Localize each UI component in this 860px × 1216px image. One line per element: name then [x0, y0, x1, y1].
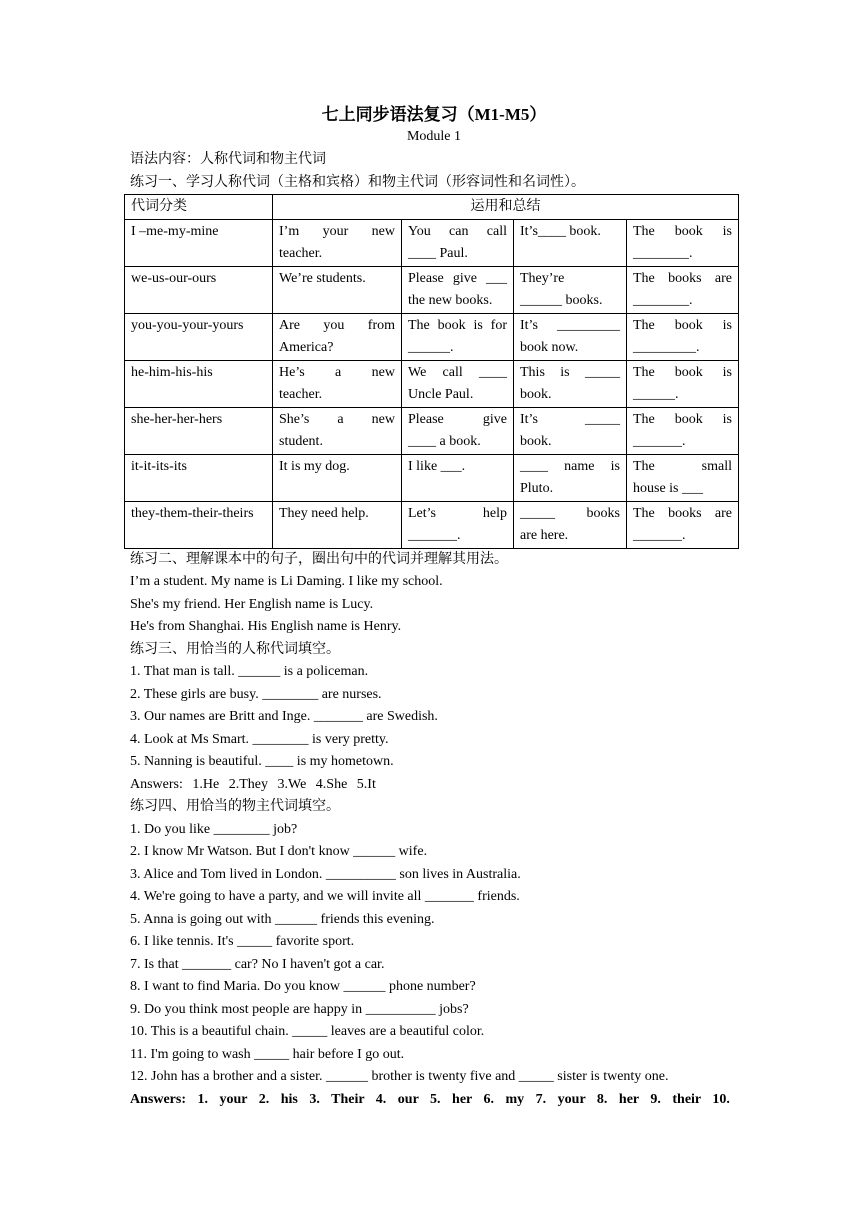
- usage-example-cell: [514, 219, 627, 266]
- question-line: 3. Our names are Britt and Inge. _______ are Swedish.: [130, 709, 438, 724]
- exercise-2-heading: 练习二、理解课本中的句子，圈出句中的代词并理解其用法。: [130, 551, 508, 567]
- example-line-1: I like ___.: [408, 458, 466, 474]
- example-line-2: ____ Paul.: [408, 246, 468, 261]
- sentence-line: He's from Shanghai. His English name is Henry.: [130, 619, 402, 634]
- example-line-1: The book is: [633, 223, 732, 239]
- table-header-row: [125, 195, 739, 220]
- header-pronoun-category: 代词分类: [125, 195, 273, 220]
- question-line: 5. Nanning is beautiful. ____ is my hometown.: [130, 754, 394, 769]
- pronoun-set-cell: you-you-your-yours: [125, 313, 273, 360]
- question-line: 1. That man is tall. ______ is a policeman.: [130, 664, 369, 679]
- usage-example-cell: [273, 407, 402, 454]
- example-line-1: It’s _____: [520, 411, 620, 427]
- example-line-1: We’re students.: [279, 270, 366, 286]
- example-line-1: I’m your new: [279, 223, 395, 239]
- example-line-2: ______ books.: [520, 293, 603, 308]
- usage-example-cell: [514, 501, 627, 548]
- table-row: [125, 266, 739, 313]
- example-line-1: They’re: [520, 270, 565, 286]
- question-line: 8. I want to find Maria. Do you know ______ phone number?: [130, 979, 476, 994]
- question-line: 12. John has a brother and a sister. ______ brother is twenty five and _____ sister is twenty one.: [130, 1069, 669, 1084]
- question-line: 3. Alice and Tom lived in London. __________ son lives in Australia.: [130, 866, 521, 882]
- question-line: 4. Look at Ms Smart. ________ is very pretty.: [130, 731, 389, 747]
- table-row: [125, 313, 739, 360]
- usage-example-cell: [514, 454, 627, 501]
- example-line-1: He’s a new: [279, 364, 395, 380]
- example-line-2: ________.: [633, 293, 693, 308]
- exercise-1-heading: 练习一、学习人称代词（主格和宾格）和物主代词（形容词性和名词性）。: [130, 174, 585, 190]
- question-line: 11. I'm going to wash _____ hair before I go out.: [130, 1046, 405, 1062]
- sentence-line: She's my friend. Her English name is Lucy.: [130, 596, 374, 612]
- question-line: 4. We're going to have a party, and we will invite all _______ friends.: [130, 889, 520, 904]
- example-line-1: Are you from: [279, 317, 395, 333]
- example-line-1: The books are: [633, 270, 732, 286]
- usage-example-cell: [273, 360, 402, 407]
- usage-example-cell: [402, 219, 514, 266]
- usage-example-cell: [402, 454, 514, 501]
- example-line-1: It’s____ book.: [520, 223, 601, 239]
- pronoun-set-cell: she-her-her-hers: [125, 407, 273, 454]
- usage-example-cell: [627, 313, 739, 360]
- usage-example-cell: [627, 407, 739, 454]
- table-row: [125, 360, 739, 407]
- example-line-2: _______.: [408, 528, 461, 543]
- header-usage-summary: 运用和总结: [273, 195, 739, 220]
- usage-example-cell: [273, 501, 402, 548]
- example-line-1: The small: [633, 458, 732, 474]
- example-line-2: the new books.: [408, 293, 493, 308]
- exercise-2-sentences: [124, 571, 744, 639]
- usage-example-cell: [273, 219, 402, 266]
- example-line-1: ____ name is: [520, 458, 620, 474]
- exercise-4-heading: 练习四、用恰当的物主代词填空。: [130, 799, 340, 814]
- usage-example-cell: [514, 266, 627, 313]
- example-line-2: _______.: [633, 528, 686, 543]
- table-row: [125, 219, 739, 266]
- usage-example-cell: [514, 313, 627, 360]
- usage-example-cell: [402, 407, 514, 454]
- pronoun-set-cell: they-them-their-theirs: [125, 501, 273, 548]
- example-line-1: Let’s help: [408, 505, 507, 521]
- example-line-2: book.: [520, 434, 552, 449]
- example-line-1: The books are: [633, 505, 732, 521]
- table-row: [125, 501, 739, 548]
- exercise-4-answers: Answers: 1. your 2. his 3. Their 4. our 5. her 6. my 7. your 8. her 9. their 10.: [130, 1091, 730, 1107]
- example-line-2: _______.: [633, 434, 686, 449]
- usage-example-cell: [627, 501, 739, 548]
- example-line-2: ________.: [633, 246, 693, 261]
- pronoun-table: [124, 194, 739, 549]
- pronoun-set-cell: it-it-its-its: [125, 454, 273, 501]
- example-line-1: We call ____: [408, 364, 507, 380]
- example-line-1: The book is: [633, 364, 732, 380]
- example-line-2: Pluto.: [520, 481, 554, 496]
- sentence-line: I’m a student. My name is Li Daming. I like my school.: [130, 574, 443, 589]
- usage-example-cell: [273, 454, 402, 501]
- grammar-content-line: 语法内容：人称代词和物主代词: [130, 152, 326, 167]
- usage-example-cell: [273, 313, 402, 360]
- example-line-1: Please give: [408, 411, 507, 427]
- usage-example-cell: [273, 266, 402, 313]
- question-line: 6. I like tennis. It's _____ favorite sport.: [130, 934, 355, 949]
- example-line-1: It is my dog.: [279, 458, 350, 474]
- usage-example-cell: [402, 501, 514, 548]
- pronoun-set-cell: I –me-my-mine: [125, 219, 273, 266]
- example-line-1: _____ books: [520, 505, 620, 521]
- example-line-2: student.: [279, 434, 323, 449]
- example-line-2: house is ___: [633, 481, 703, 496]
- exercise-3-heading: 练习三、用恰当的人称代词填空。: [130, 641, 340, 657]
- table-row: [125, 454, 739, 501]
- question-line: 2. These girls are busy. ________ are nurses.: [130, 686, 382, 702]
- example-line-2: teacher.: [279, 387, 323, 402]
- document-page: [124, 104, 744, 1111]
- usage-example-cell: [627, 454, 739, 501]
- example-line-2: _________.: [633, 340, 700, 355]
- usage-example-cell: [514, 407, 627, 454]
- example-line-1: Please give ___: [408, 270, 507, 286]
- example-line-2: book.: [520, 387, 552, 402]
- example-line-2: are here.: [520, 528, 569, 543]
- example-line-2: America?: [279, 340, 334, 355]
- module-subtitle: Module 1: [406, 129, 462, 144]
- question-line: 2. I know Mr Watson. But I don't know ______ wife.: [130, 844, 428, 859]
- question-line: 5. Anna is going out with ______ friends this evening.: [130, 911, 435, 927]
- example-line-1: She’s a new: [279, 411, 395, 427]
- example-line-1: You can call: [408, 223, 507, 239]
- example-line-1: They need help.: [279, 505, 369, 521]
- question-line: 9. Do you think most people are happy in __________ jobs?: [130, 1001, 469, 1017]
- usage-example-cell: [627, 360, 739, 407]
- example-line-2: ______.: [633, 387, 679, 402]
- example-line-1: It’s _________: [520, 317, 620, 333]
- example-line-2: teacher.: [279, 246, 323, 261]
- pronoun-set-cell: he-him-his-his: [125, 360, 273, 407]
- usage-example-cell: [627, 266, 739, 313]
- example-line-1: The book is for: [408, 317, 507, 333]
- example-line-2: book now.: [520, 340, 579, 355]
- usage-example-cell: [402, 266, 514, 313]
- question-line: 10. This is a beautiful chain. _____ leaves are a beautiful color.: [130, 1024, 485, 1039]
- example-line-1: The book is: [633, 317, 732, 333]
- question-line: 7. Is that _______ car? No I haven't got a car.: [130, 956, 385, 972]
- example-line-2: Uncle Paul.: [408, 387, 474, 402]
- example-line-1: This is _____: [520, 364, 620, 380]
- example-line-2: ____ a book.: [408, 434, 481, 449]
- example-line-1: The book is: [633, 411, 732, 427]
- exercise-3-questions: [124, 661, 744, 774]
- usage-example-cell: [514, 360, 627, 407]
- page-title: 七上同步语法复习（M1-M5）: [321, 105, 547, 124]
- example-line-2: ______.: [408, 340, 454, 355]
- pronoun-set-cell: we-us-our-ours: [125, 266, 273, 313]
- usage-example-cell: [402, 313, 514, 360]
- question-line: 1. Do you like ________ job?: [130, 821, 298, 837]
- usage-example-cell: [402, 360, 514, 407]
- table-row: [125, 407, 739, 454]
- usage-example-cell: [627, 219, 739, 266]
- exercise-4-questions: [124, 819, 744, 1089]
- exercise-3-answers: Answers: 1.He 2.They 3.We 4.She 5.It: [130, 776, 376, 792]
